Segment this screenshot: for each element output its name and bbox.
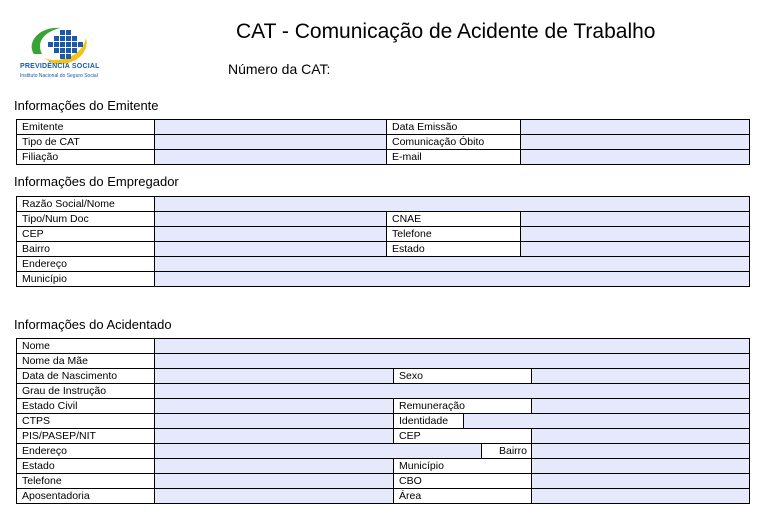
empregador-table bbox=[16, 196, 750, 287]
field-label: CBO bbox=[394, 474, 532, 489]
field-label: Tipo de CAT bbox=[17, 135, 155, 150]
remuneracao-field[interactable] bbox=[532, 399, 750, 414]
table-row bbox=[17, 120, 750, 135]
table-row bbox=[17, 444, 750, 459]
table-row bbox=[17, 429, 750, 444]
field-label: Área bbox=[394, 489, 532, 504]
logo-subtitle: Instituto Nacional do Seguro Social bbox=[20, 73, 98, 79]
table-row bbox=[17, 354, 750, 369]
empregador-telefone-field[interactable] bbox=[521, 227, 750, 242]
field-label: Nome bbox=[17, 339, 155, 354]
nome-mae-field[interactable] bbox=[155, 354, 750, 369]
table-row bbox=[17, 414, 750, 429]
acidentado-municipio-field[interactable] bbox=[532, 459, 750, 474]
field-label: Tipo/Num Doc bbox=[17, 212, 155, 227]
empregador-municipio-field[interactable] bbox=[155, 272, 750, 287]
field-label: Telefone bbox=[17, 474, 155, 489]
table-row bbox=[17, 212, 750, 227]
emitente-field[interactable] bbox=[155, 120, 387, 135]
section-acidentado-title: Informações do Acidentado bbox=[14, 317, 172, 332]
data-emissao-field[interactable] bbox=[521, 120, 750, 135]
field-label: E-mail bbox=[387, 150, 521, 165]
nome-field[interactable] bbox=[155, 339, 750, 354]
table-row bbox=[17, 150, 750, 165]
filiacao-field[interactable] bbox=[155, 150, 387, 165]
table-row bbox=[17, 369, 750, 384]
table-row bbox=[17, 399, 750, 414]
acidentado-estado-field[interactable] bbox=[155, 459, 394, 474]
acidentado-bairro-field[interactable] bbox=[532, 444, 750, 459]
table-row bbox=[17, 339, 750, 354]
field-label: CEP bbox=[394, 429, 532, 444]
pis-pasep-nit-field[interactable] bbox=[155, 429, 394, 444]
identidade-field[interactable] bbox=[464, 414, 750, 429]
ctps-field[interactable] bbox=[155, 414, 394, 429]
grau-instrucao-field[interactable] bbox=[155, 384, 750, 399]
cnae-field[interactable] bbox=[521, 212, 750, 227]
table-row bbox=[17, 227, 750, 242]
field-label: Aposentadoria bbox=[17, 489, 155, 504]
estado-civil-field[interactable] bbox=[155, 399, 394, 414]
acidentado-telefone-field[interactable] bbox=[155, 474, 394, 489]
acidentado-endereco-field[interactable] bbox=[155, 444, 482, 459]
field-label: Remuneração bbox=[394, 399, 532, 414]
field-label: Estado bbox=[17, 459, 155, 474]
section-empregador-title: Informações do Empregador bbox=[14, 174, 179, 189]
emitente-table bbox=[16, 119, 750, 165]
field-label: CNAE bbox=[387, 212, 521, 227]
table-row bbox=[17, 135, 750, 150]
section-emitente-title: Informações do Emitente bbox=[14, 98, 159, 113]
acidentado-table bbox=[16, 338, 750, 504]
field-label: Endereço bbox=[17, 444, 155, 459]
field-label: Data Emissão bbox=[387, 120, 521, 135]
field-label: Sexo bbox=[394, 369, 532, 384]
table-row bbox=[17, 272, 750, 287]
aposentadoria-field[interactable] bbox=[155, 489, 394, 504]
field-label: Comunicação Óbito bbox=[387, 135, 521, 150]
logo-name: PREVIDÊNCIA SOCIAL bbox=[20, 63, 100, 70]
razao-social-field[interactable] bbox=[155, 197, 750, 212]
field-label: Telefone bbox=[387, 227, 521, 242]
field-label: Data de Nascimento bbox=[17, 369, 155, 384]
numero-cat-label: Número da CAT: bbox=[228, 61, 331, 77]
field-label: CEP bbox=[17, 227, 155, 242]
field-label: Estado bbox=[387, 242, 521, 257]
field-label: Bairro bbox=[482, 444, 532, 459]
field-label: CTPS bbox=[17, 414, 155, 429]
field-label: Estado Civil bbox=[17, 399, 155, 414]
table-row bbox=[17, 384, 750, 399]
comunicacao-obito-field[interactable] bbox=[521, 135, 750, 150]
empregador-estado-field[interactable] bbox=[521, 242, 750, 257]
sexo-field[interactable] bbox=[532, 369, 750, 384]
table-row bbox=[17, 242, 750, 257]
cbo-field[interactable] bbox=[532, 474, 750, 489]
empregador-cep-field[interactable] bbox=[155, 227, 387, 242]
field-label: Bairro bbox=[17, 242, 155, 257]
field-label: Grau de Instrução bbox=[17, 384, 155, 399]
table-row bbox=[17, 489, 750, 504]
field-label: Município bbox=[17, 272, 155, 287]
table-row bbox=[17, 197, 750, 212]
field-label: Nome da Mãe bbox=[17, 354, 155, 369]
table-row bbox=[17, 459, 750, 474]
page-title: CAT - Comunicação de Acidente de Trabalho bbox=[236, 20, 656, 43]
email-field[interactable] bbox=[521, 150, 750, 165]
table-row bbox=[17, 474, 750, 489]
field-label: Emitente bbox=[17, 120, 155, 135]
field-label: Município bbox=[394, 459, 532, 474]
acidentado-cep-field[interactable] bbox=[532, 429, 750, 444]
table-row bbox=[17, 257, 750, 272]
field-label: Filiação bbox=[17, 150, 155, 165]
field-label: Endereço bbox=[17, 257, 155, 272]
tipo-cat-field[interactable] bbox=[155, 135, 387, 150]
tipo-num-doc-field[interactable] bbox=[155, 212, 387, 227]
empregador-bairro-field[interactable] bbox=[155, 242, 387, 257]
data-nascimento-field[interactable] bbox=[155, 369, 394, 384]
field-label: Identidade bbox=[394, 414, 464, 429]
field-label: Razão Social/Nome bbox=[17, 197, 155, 212]
field-label: PIS/PASEP/NIT bbox=[17, 429, 155, 444]
area-field[interactable] bbox=[532, 489, 750, 504]
empregador-endereco-field[interactable] bbox=[155, 257, 750, 272]
